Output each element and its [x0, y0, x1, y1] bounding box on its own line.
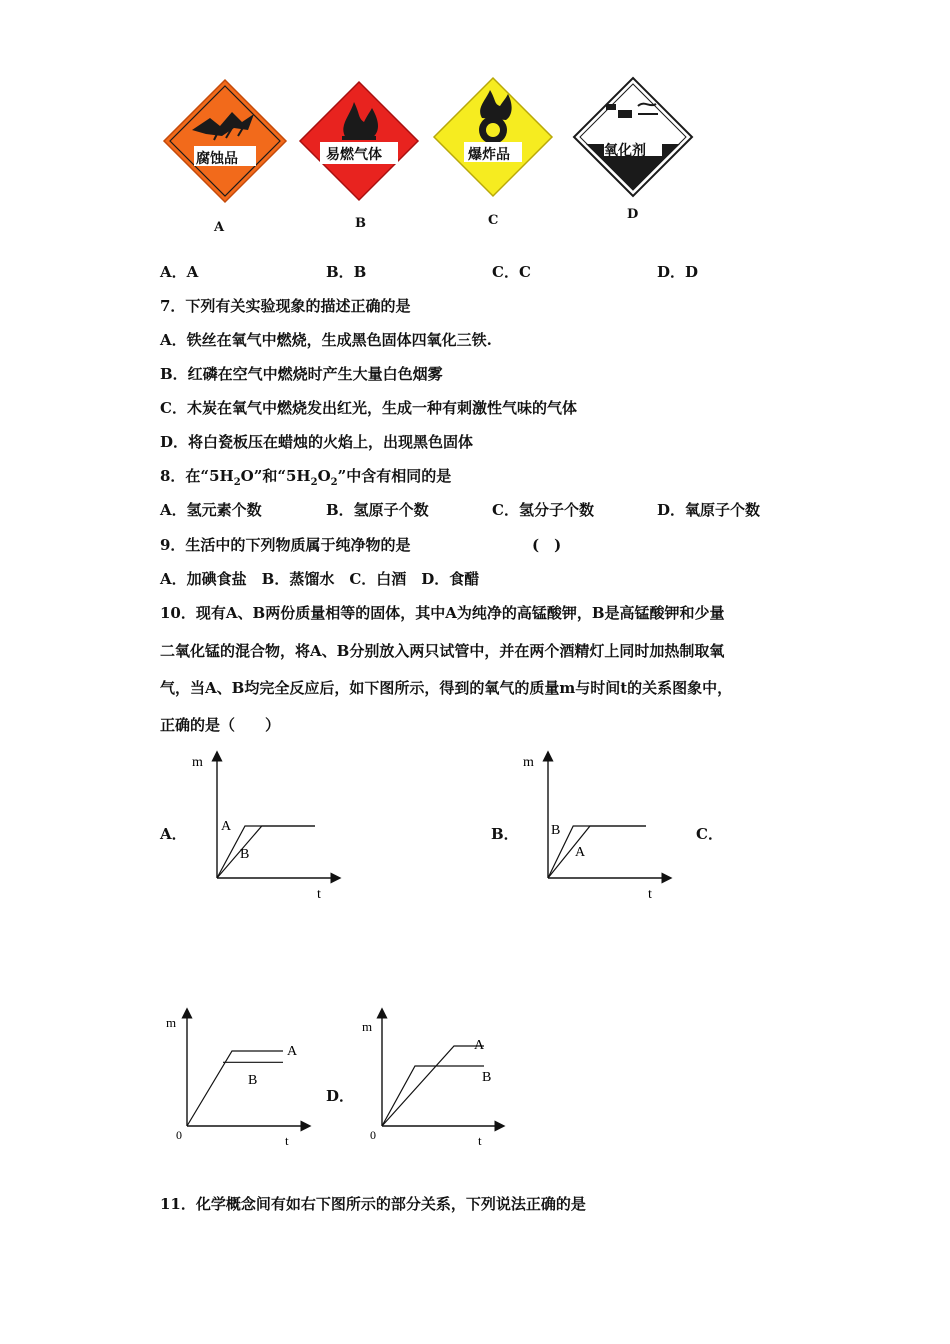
graph-d-x-label: t [478, 1133, 482, 1148]
q8-option-c[interactable]: C．氢分子个数 [492, 501, 594, 519]
q8-sub-3: 2 [330, 477, 338, 488]
graph-d-origin: 0 [370, 1128, 376, 1142]
graph-a-x-label: t [317, 887, 321, 902]
q8-stem-prefix: 8．在“5H [160, 467, 234, 485]
q7-option-b[interactable]: B．红磷在空气中燃烧时产生大量白色烟雾 [160, 365, 443, 383]
q7-stem: 7．下列有关实验现象的描述正确的是 [160, 297, 411, 315]
q11-stem: 11．化学概念间有如右下图所示的部分关系，下列说法正确的是 [160, 1195, 586, 1213]
q7-option-c[interactable]: C．木炭在氧气中燃烧发出红光，生成一种有刺激性气味的气体 [160, 399, 577, 417]
graph-d-series-a-label: A [474, 1038, 485, 1053]
graph-a-series-a-label: A [221, 819, 232, 834]
flammable-gas-sign-icon [298, 80, 420, 202]
graph-d-y-label: m [362, 1019, 373, 1034]
sign-c-label: 爆炸品 [468, 147, 510, 163]
sign-d-label: 氧化剂 [604, 143, 646, 159]
graph-b [517, 748, 677, 908]
graph-d [356, 1005, 516, 1155]
q10-line-2: 二氧化锰的混合物，将A、B分别放入两只试管中，并在两个酒精灯上同时加热制取氧 [160, 642, 725, 660]
q8-sub-1: 2 [233, 477, 241, 488]
q10-line-1: 10．现有A、B两份质量相等的固体，其中A为纯净的高锰酸钾，B是高锰酸钾和少量 [160, 604, 725, 622]
q9-options[interactable]: A．加碘食盐 B．蒸馏水 C．白酒 D．食醋 [160, 570, 480, 588]
q8-option-d[interactable]: D．氧原子个数 [657, 501, 761, 519]
graph-b-y-label: m [523, 755, 534, 770]
q6-option-b[interactable]: B．B [326, 263, 367, 281]
q8-stem-mid: O”和“5H [240, 467, 311, 485]
sign-d-letter: D [627, 207, 639, 222]
q6-option-a[interactable]: A．A [160, 263, 199, 281]
q8-option-a[interactable]: A．氢元素个数 [160, 501, 262, 519]
graph-c-y-label: m [166, 1015, 177, 1030]
q10-option-c-label[interactable]: C． [696, 825, 723, 843]
q10-option-d-label[interactable]: D． [326, 1087, 355, 1105]
sign-c-letter: C [488, 213, 499, 228]
q7-option-a[interactable]: A．铁丝在氧气中燃烧，生成黑色固体四氧化三铁. [160, 331, 492, 349]
q8-option-b[interactable]: B．氢原子个数 [326, 501, 429, 519]
q10-line-3: 气，当A、B均完全反应后，如下图所示，得到的氧气的质量m与时间t的关系图象中， [160, 679, 733, 697]
graph-b-series-b-label: B [551, 823, 561, 838]
graph-a-y-label: m [192, 755, 203, 770]
sign-a-label: 腐蚀品 [196, 151, 238, 167]
graph-c-origin: 0 [176, 1128, 182, 1142]
sign-b-letter: B [355, 216, 366, 231]
q8-stem-suffix: ”中含有相同的是 [337, 467, 452, 485]
q9-stem: 9．生活中的下列物质属于纯净物的是 [160, 536, 411, 554]
graph-b-x-label: t [648, 887, 652, 902]
q10-line-4: 正确的是（ ） [160, 716, 281, 734]
oxidizer-sign-icon [572, 76, 694, 198]
q7-option-d[interactable]: D．将白瓷板压在蜡烛的火焰上，出现黑色固体 [160, 433, 474, 451]
graph-b-line-b [548, 826, 646, 878]
explosive-sign-icon [432, 76, 554, 198]
q10-option-b-label[interactable]: B． [491, 825, 519, 843]
graph-d-line-b [382, 1066, 484, 1126]
graph-d-series-b-label: B [482, 1070, 492, 1085]
q9-answer-blank[interactable]: ( ) [532, 536, 562, 554]
graph-c-series-a-label: A [287, 1044, 298, 1059]
graph-b-line-a [548, 826, 646, 878]
sign-b-label: 易燃气体 [326, 147, 382, 163]
sign-a-letter: A [214, 220, 225, 235]
graph-d-line-a [382, 1046, 484, 1126]
graph-a-line-b [217, 826, 315, 878]
graph-c-series-b-label: B [248, 1073, 258, 1088]
q8-stem-mid2: O [317, 467, 331, 485]
graph-a-series-b-label: B [240, 847, 250, 862]
corrosive-sign-icon [162, 78, 288, 204]
graph-b-series-a-label: A [575, 845, 586, 860]
q6-option-c[interactable]: C．C [492, 263, 531, 281]
graph-c-x-label: t [285, 1133, 289, 1148]
q6-option-d[interactable]: D．D [657, 263, 699, 281]
q10-option-a-label[interactable]: A． [160, 825, 187, 843]
q8-sub-2: 2 [310, 477, 318, 488]
graph-a-line-a [217, 826, 315, 878]
graph-c [160, 1005, 320, 1155]
graph-a [186, 748, 346, 908]
q8-stem [160, 465, 451, 488]
